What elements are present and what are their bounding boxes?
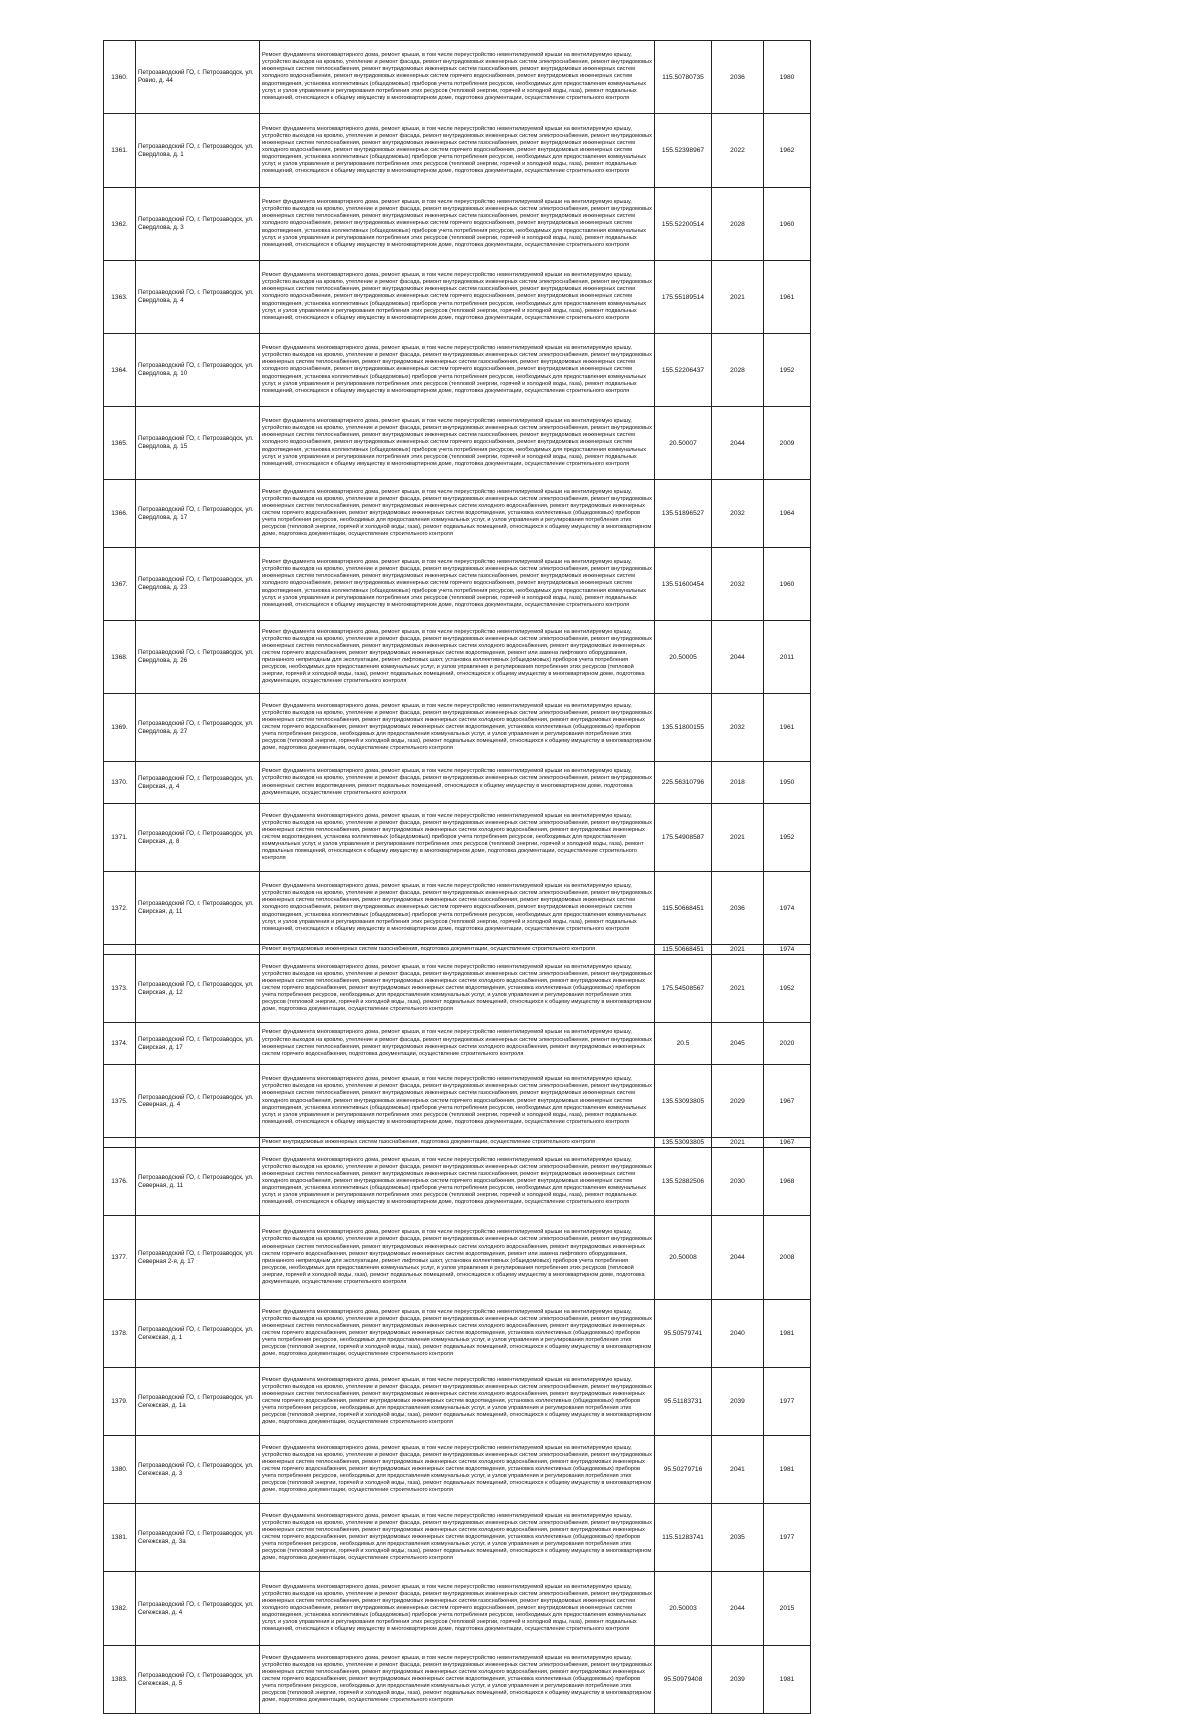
cost-cell: 20.50008 [655,1216,712,1300]
built-year-cell: 1968 [764,1148,811,1216]
address-cell: Петрозаводский ГО, г. Петрозаводск, ул. Свирская, д. 11 [136,872,260,945]
built-year-cell: 1977 [764,1504,811,1572]
built-year-cell: 1950 [764,762,811,804]
planned-year-cell: 2028 [712,334,764,407]
works-cell [260,548,655,621]
row-number: 1365. [104,407,136,480]
planned-year-cell: 2032 [712,694,764,762]
planned-year-cell: 2029 [712,1065,764,1138]
planned-year-cell: 2028 [712,188,764,261]
table-row [104,1646,811,1714]
row-number: 1360. [104,41,136,114]
table-row [104,1436,811,1504]
planned-year-cell: 2032 [712,480,764,548]
address-cell: Петрозаводский ГО, г. Петрозаводск, ул. Сегежская, д. 5 [136,1646,260,1714]
works-text: Ремонт фундамента многоквартирного дома, ремонт крыши, в том числе переустройство невентилируемой крыши на вентилируемую крышу, устройство выходов на кровлю, утепление и ремонт фасада, ремонт внутридомовых инженерных систем электроснабжения, ремонт внутридомовых инженерных систем теплоснабжения, ремонт внутридомовых инженерных систем холодного водоснабжения, ремонт внутридомовых инженерных систем горячего водоснабжения, ремонт внутридомовых инженерных систем водоотведения, установка коллективных (общедомовых) приборов учета потребления ресурсов, необходимых для предоставления коммунальных услуг, и узлов управления и регулирования потребления этих ресурсов (тепловой энергии, горячей и холодной воды, газа), ремонт подвальных помещений, относящихся к общему имуществу в многоквартирном доме, подготовка документации, осуществление строительного контроля [262,702,652,752]
address-cell: Петрозаводский ГО, г. Петрозаводск, ул. Сегежская, д. 4 [136,1572,260,1646]
planned-year-cell: 2039 [712,1646,764,1714]
planned-year-cell: 2040 [712,1300,764,1368]
row-number: 1377. [104,1216,136,1300]
planned-year-cell: 2044 [712,1216,764,1300]
built-year-cell: 1962 [764,114,811,188]
planned-year-cell: 2045 [712,1023,764,1065]
row-number: 1381. [104,1504,136,1572]
works-cell [260,1023,655,1065]
works-cell [260,1065,655,1138]
works-text: Ремонт фундамента многоквартирного дома, ремонт крыши, в том числе переустройство невентилируемой крыши на вентилируемую крышу, устройство выходов на кровлю, утепление и ремонт фасада, ремонт внутридомовых инженерных систем электроснабжения, ремонт внутридомовых инженерных систем теплоснабжения, ремонт внутридомовых инженерных систем холодного водоснабжения, ремонт внутридомовых инженерных систем горячего водоснабжения, подготовка документации, осуществление строительного контроля [262,1029,652,1057]
row-number: 1361. [104,114,136,188]
table-row [104,1138,811,1148]
planned-year-cell: 2039 [712,1368,764,1436]
address-cell: Петрозаводский ГО, г. Петрозаводск, ул. Свирская, д. 12 [136,955,260,1023]
built-year-cell: 2020 [764,1023,811,1065]
table-row [104,694,811,762]
built-year-cell: 1961 [764,261,811,334]
address-cell: Петрозаводский ГО, г. Петрозаводск, ул. Северная, д. 4 [136,1065,260,1138]
planned-year-cell: 2030 [712,1148,764,1216]
cost-cell: 95.50979408 [655,1646,712,1714]
row-number: 1362. [104,188,136,261]
works-cell [260,762,655,804]
row-number: 1374. [104,1023,136,1065]
works-text: Ремонт фундамента многоквартирного дома, ремонт крыши, в том числе переустройство невентилируемой крыши на вентилируемую крышу, устройство выходов на кровлю, утепление и ремонт фасада, ремонт внутридомовых инженерных систем электроснабжения, ремонт внутридомовых инженерных систем теплоснабжения, ремонт внутридомовых инженерных систем холодного водоснабжения, ремонт внутридомовых инженерных систем водоотведения, установка коллективных (общедомовых) приборов учета потребления ресурсов, необходимых для предоставления коммунальных услуг, и узлов управления и регулирования потребления этих ресурсов (тепловой энергии, горячей и холодной воды, газа), ремонт подвальных помещений, относящихся к общему имуществу в многоквартирном доме, подготовка документации, осуществление строительного контроля [262,812,652,862]
row-number: 1366. [104,480,136,548]
cost-cell: 135.51896527 [655,480,712,548]
planned-year-cell: 2021 [712,945,764,955]
built-year-cell: 1961 [764,694,811,762]
built-year-cell: 1952 [764,334,811,407]
table-row [104,621,811,694]
built-year-cell: 1981 [764,1436,811,1504]
works-text: Ремонт фундамента многоквартирного дома, ремонт крыши, в том числе переустройство невентилируемой крыши на вентилируемую крышу, устройство выходов на кровлю, утепление и ремонт фасада, ремонт внутридомовых инженерных систем электроснабжения, ремонт внутридомовых инженерных систем теплоснабжения, ремонт внутридомовых инженерных систем холодного водоснабжения, ремонт внутридомовых инженерных систем горячего водоснабжения, ремонт внутридомовых инженерных систем водоотведения, ремонт или замена лифтового оборудования, признанного непригодным для эксплуатации, ремонт лифтовых шахт, установка коллективных (общедомовых) приборов учета потребления ресурсов, необходимых для предоставления коммунальных услуг, и узлов управления и регулирования потребления этих ресурсов (тепловой энергии, горячей и холодной воды, газа), ремонт подвальных помещений, относящихся к общему имуществу в многоквартирном доме, подготовка документации, осуществление строительного контроля [262,1229,652,1285]
address-cell: Петрозаводский ГО, г. Петрозаводск, ул. Северная 2-я, д. 17 [136,1216,260,1300]
works-cell [260,945,655,955]
row-number: 1372. [104,872,136,945]
planned-year-cell: 2035 [712,1504,764,1572]
works-text: Ремонт фундамента многоквартирного дома, ремонт крыши, в том числе переустройство невентилируемой крыши на вентилируемую крышу, устройство выходов на кровлю, утепление и ремонт фасада, ремонт внутридомовых инженерных систем электроснабжения, ремонт внутридомовых инженерных систем теплоснабжения, ремонт внутридомовых инженерных систем холодного водоснабжения, ремонт внутридомовых инженерных систем горячего водоснабжения, ремонт внутридомовых инженерных систем водоотведения, установка коллективных (общедомовых) приборов учета потребления ресурсов, необходимых для предоставления коммунальных услуг, и узлов управления и регулирования потребления этих ресурсов (тепловой энергии, горячей и холодной воды, газа), ремонт подвальных помещений, относящихся к общему имуществу в многоквартирном доме, подготовка документации, осуществление строительного контроля [262,1376,652,1426]
row-number [104,1138,136,1148]
works-cell [260,955,655,1023]
table-row [104,1300,811,1368]
row-number: 1367. [104,548,136,621]
document-page [103,40,810,1714]
address-cell: Петрозаводский ГО, г. Петрозаводск, ул. Свердлова, д. 23 [136,548,260,621]
works-cell [260,1368,655,1436]
table-row [104,1065,811,1138]
works-text: Ремонт фундамента многоквартирного дома, ремонт крыши, в том числе переустройство невентилируемой крыши на вентилируемую крышу, устройство выходов на кровлю, утепление и ремонт фасада, ремонт внутридомовых инженерных систем электроснабжения, ремонт внутридомовых инженерных систем теплоснабжения, ремонт внутридомовых инженерных систем холодного водоснабжения, ремонт внутридомовых инженерных систем горячего водоснабжения, ремонт внутридомовых инженерных систем водоотведения, установка коллективных (общедомовых) приборов учета потребления ресурсов, необходимых для предоставления коммунальных услуг, и узлов управления и регулирования потребления этих ресурсов (тепловой энергии, горячей и холодной воды, газа), ремонт подвальных помещений, относящихся к общему имуществу в многоквартирном доме, подготовка документации, осуществление строительного контроля [262,488,652,538]
works-cell [260,694,655,762]
works-cell [260,41,655,114]
table-row [104,548,811,621]
built-year-cell: 1967 [764,1065,811,1138]
planned-year-cell: 2018 [712,762,764,804]
planned-year-cell: 2022 [712,114,764,188]
cost-cell: 175.54508567 [655,955,712,1023]
planned-year-cell: 2044 [712,621,764,694]
works-cell [260,804,655,872]
table-row [104,804,811,872]
cost-cell: 20.50003 [655,1572,712,1646]
works-cell [260,188,655,261]
row-number [104,945,136,955]
built-year-cell: 1952 [764,804,811,872]
planned-year-cell: 2021 [712,261,764,334]
built-year-cell: 2008 [764,1216,811,1300]
table-row [104,261,811,334]
row-number: 1363. [104,261,136,334]
built-year-cell: 2011 [764,621,811,694]
table-row [104,762,811,804]
table-row [104,114,811,188]
planned-year-cell: 2021 [712,1138,764,1148]
works-text: Ремонт внутридомовых инженерных систем газоснабжения, подготовка документации, осуществление строительного контроля [262,946,595,952]
row-number: 1376. [104,1148,136,1216]
table-row [104,480,811,548]
built-year-cell: 1981 [764,1300,811,1368]
table-row [104,407,811,480]
built-year-cell: 1974 [764,945,811,955]
address-cell [136,1138,260,1148]
built-year-cell: 1974 [764,872,811,945]
planned-year-cell: 2044 [712,407,764,480]
built-year-cell: 2009 [764,407,811,480]
address-cell: Петрозаводский ГО, г. Петрозаводск, ул. Свердлова, д. 26 [136,621,260,694]
address-cell: Петрозаводский ГО, г. Петрозаводск, ул. Сегежская, д. 3а [136,1504,260,1572]
address-cell: Петрозаводский ГО, г. Петрозаводск, ул. Свердлова, д. 4 [136,261,260,334]
cost-cell: 135.52882506 [655,1148,712,1216]
cost-cell: 135.51600454 [655,548,712,621]
table-row [104,1216,811,1300]
works-text: Ремонт фундамента многоквартирного дома, ремонт крыши, в том числе переустройство невентилируемой крыши на вентилируемую крышу, устройство выходов на кровлю, утепление и ремонт фасада, ремонт внутридомовых инженерных систем электроснабжения, ремонт внутридомовых инженерных систем теплоснабжения, ремонт внутридомовых инженерных систем газоснабжения, ремонт внутридомовых инженерных систем холодного водоснабжения, ремонт внутридомовых инженерных систем горячего водоснабжения, ремонт внутридомовых инженерных систем водоотведения, установка коллективных (общедомовых) приборов учета потребления ресурсов, необходимых для предоставления коммунальных услуг, и узлов управления и регулирования потребления этих ресурсов (тепловой энергии, горячей и холодной воды, газа), ремонт подвальных помещений, относящихся к общему имуществу в многоквартирном доме, подготовка документации, осуществление строительного контроля [262,1076,652,1125]
works-text: Ремонт фундамента многоквартирного дома, ремонт крыши, в том числе переустройство невентилируемой крыши на вентилируемую крышу, устройство выходов на кровлю, утепление и ремонт фасада, ремонт внутридомовых инженерных систем электроснабжения, ремонт внутридомовых инженерных систем теплоснабжения, ремонт внутридомовых инженерных систем газоснабжения, ремонт внутридомовых инженерных систем холодного водоснабжения, ремонт внутридомовых инженерных систем горячего водоснабжения, ремонт внутридомовых инженерных систем водоотведения, установка коллективных (общедомовых) приборов учета потребления ресурсов, необходимых для предоставления коммунальных услуг, и узлов управления и регулирования потребления этих ресурсов (тепловой энергии, горячей и холодной воды, газа), ремонт подвальных помещений, относящихся к общему имуществу в многоквартирном доме, подготовка документации, осуществление строительного контроля [262,1583,652,1633]
planned-year-cell: 2036 [712,41,764,114]
works-text: Ремонт внутридомовых инженерных систем газоснабжения, подготовка документации, осуществление строительного контроля [262,1139,595,1146]
cost-cell: 95.50279716 [655,1436,712,1504]
address-cell [136,945,260,955]
table-row [104,1368,811,1436]
works-text: Ремонт фундамента многоквартирного дома, ремонт крыши, в том числе переустройство невентилируемой крыши на вентилируемую крышу, устройство выходов на кровлю, утепление и ремонт фасада, ремонт внутридомовых инженерных систем электроснабжения, ремонт внутридомовых инженерных систем теплоснабжения, ремонт внутридомовых инженерных систем газоснабжения, ремонт внутридомовых инженерных систем холодного водоснабжения, ремонт внутридомовых инженерных систем горячего водоснабжения, ремонт внутридомовых инженерных систем водоотведения, установка коллективных (общедомовых) приборов учета потребления ресурсов, необходимых для предоставления коммунальных услуг, и узлов управления и регулирования потребления этих ресурсов (тепловой энергии, горячей и холодной воды, газа), ремонт подвальных помещений, относящихся к общему имуществу в многоквартирном доме, подготовка документации, осуществление строительного контроля [262,345,652,394]
address-cell: Петрозаводский ГО, г. Петрозаводск, ул. Свердлова, д. 3 [136,188,260,261]
row-number: 1382. [104,1572,136,1646]
works-text: Ремонт фундамента многоквартирного дома, ремонт крыши, в том числе переустройство невентилируемой крыши на вентилируемую крышу, устройство выходов на кровлю, утепление и ремонт фасада, ремонт внутридомовых инженерных систем электроснабжения, ремонт внутридомовых инженерных систем водоотведения, ремонт подвальных помещений, относящихся к общему имуществу в многоквартирном доме, подготовка документации, осуществление строительного контроля [262,768,652,796]
cost-cell: 135.53093805 [655,1138,712,1148]
row-number: 1379. [104,1368,136,1436]
works-text: Ремонт фундамента многоквартирного дома, ремонт крыши, в том числе переустройство невентилируемой крыши на вентилируемую крышу, устройство выходов на кровлю, утепление и ремонт фасада, ремонт внутридомовых инженерных систем электроснабжения, ремонт внутридомовых инженерных систем теплоснабжения, ремонт внутридомовых инженерных систем газоснабжения, ремонт внутридомовых инженерных систем холодного водоснабжения, ремонт внутридомовых инженерных систем горячего водоснабжения, ремонт внутридомовых инженерных систем водоотведения, установка коллективных (общедомовых) приборов учета потребления ресурсов, необходимых для предоставления коммунальных услуг, и узлов управления и регулирования потребления этих ресурсов (тепловой энергии, горячей и холодной воды, газа), ремонт подвальных помещений, относящихся к общему имуществу в многоквартирном доме, подготовка документации, осуществление строительного контроля [262,125,652,175]
table-row [104,1148,811,1216]
planned-year-cell: 2032 [712,548,764,621]
cost-cell: 115.50668451 [655,872,712,945]
capital-repair-table [103,40,811,1714]
works-cell [260,1148,655,1216]
works-cell [260,1436,655,1504]
cost-cell: 175.55189514 [655,261,712,334]
works-text: Ремонт фундамента многоквартирного дома, ремонт крыши, в том числе переустройство невентилируемой крыши на вентилируемую крышу, устройство выходов на кровлю, утепление и ремонт фасада, ремонт внутридомовых инженерных систем электроснабжения, ремонт внутридомовых инженерных систем теплоснабжения, ремонт внутридомовых инженерных систем газоснабжения, ремонт внутридомовых инженерных систем холодного водоснабжения, ремонт внутридомовых инженерных систем горячего водоснабжения, ремонт внутридомовых инженерных систем водоотведения, установка коллективных (общедомовых) приборов учета потребления ресурсов, необходимых для предоставления коммунальных услуг, и узлов управления и регулирования потребления этих ресурсов (тепловой энергии, горячей и холодной воды, газа), ремонт подвальных помещений, относящихся к общему имуществу в многоквартирном доме, подготовка документации, осуществление строительного контроля [262,883,652,932]
works-cell [260,1646,655,1714]
row-number: 1370. [104,762,136,804]
built-year-cell: 2015 [764,1572,811,1646]
works-text: Ремонт фундамента многоквартирного дома, ремонт крыши, в том числе переустройство невентилируемой крыши на вентилируемую крышу, устройство выходов на кровлю, утепление и ремонт фасада, ремонт внутридомовых инженерных систем электроснабжения, ремонт внутридомовых инженерных систем теплоснабжения, ремонт внутридомовых инженерных систем холодного водоснабжения, ремонт внутридомовых инженерных систем горячего водоснабжения, ремонт внутридомовых инженерных систем водоотведения, установка коллективных (общедомовых) приборов учета потребления ресурсов, необходимых для предоставления коммунальных услуг, и узлов управления и регулирования потребления этих ресурсов (тепловой энергии, горячей и холодной воды, газа), ремонт подвальных помещений, относящихся к общему имуществу в многоквартирном доме, подготовка документации, осуществление строительного контроля [262,1654,652,1704]
cost-cell: 20.50005 [655,621,712,694]
planned-year-cell: 2036 [712,872,764,945]
works-cell [260,261,655,334]
planned-year-cell: 2044 [712,1572,764,1646]
works-text: Ремонт фундамента многоквартирного дома, ремонт крыши, в том числе переустройство невентилируемой крыши на вентилируемую крышу, устройство выходов на кровлю, утепление и ремонт фасада, ремонт внутридомовых инженерных систем электроснабжения, ремонт внутридомовых инженерных систем теплоснабжения, ремонт внутридомовых инженерных систем газоснабжения, ремонт внутридомовых инженерных систем холодного водоснабжения, ремонт внутридомовых инженерных систем горячего водоснабжения, ремонт внутридомовых инженерных систем водоотведения, установка коллективных (общедомовых) приборов учета потребления ресурсов, необходимых для предоставления коммунальных услуг, и узлов управления и регулирования потребления этих ресурсов (тепловой энергии, горячей и холодной воды, газа), ремонт подвальных помещений, относящихся к общему имуществу в многоквартирном доме, подготовка документации, осуществление строительного контроля [262,272,652,321]
address-cell: Петрозаводский ГО, г. Петрозаводск, ул. Сегежская, д. 1 [136,1300,260,1368]
built-year-cell: 1960 [764,188,811,261]
row-number: 1371. [104,804,136,872]
cost-cell: 135.53093805 [655,1065,712,1138]
built-year-cell: 1952 [764,955,811,1023]
works-cell [260,114,655,188]
table-body [104,41,811,1714]
works-cell [260,1138,655,1148]
works-cell [260,334,655,407]
planned-year-cell: 2021 [712,955,764,1023]
works-text: Ремонт фундамента многоквартирного дома, ремонт крыши, в том числе переустройство невентилируемой крыши на вентилируемую крышу, устройство выходов на кровлю, утепление и ремонт фасада, ремонт внутридомовых инженерных систем электроснабжения, ремонт внутридомовых инженерных систем теплоснабжения, ремонт внутридомовых инженерных систем газоснабжения, ремонт внутридомовых инженерных систем холодного водоснабжения, ремонт внутридомовых инженерных систем горячего водоснабжения, ремонт внутридомовых инженерных систем водоотведения, установка коллективных (общедомовых) приборов учета потребления ресурсов, необходимых для предоставления коммунальных услуг, и узлов управления и регулирования потребления этих ресурсов (тепловой энергии, горячей и холодной воды, газа), ремонт подвальных помещений, относящихся к общему имуществу в многоквартирном доме, подготовка документации, осуществление строительного контроля [262,418,652,467]
cost-cell: 155.52398967 [655,114,712,188]
address-cell: Петрозаводский ГО, г. Петрозаводск, ул. Ровио, д. 44 [136,41,260,114]
table-row [104,945,811,955]
cost-cell: 115.50668451 [655,945,712,955]
row-number: 1378. [104,1300,136,1368]
table-row [104,1572,811,1646]
works-text: Ремонт фундамента многоквартирного дома, ремонт крыши, в том числе переустройство невентилируемой крыши на вентилируемую крышу, устройство выходов на кровлю, утепление и ремонт фасада, ремонт внутридомовых инженерных систем электроснабжения, ремонт внутридомовых инженерных систем теплоснабжения, ремонт внутридомовых инженерных систем холодного водоснабжения, ремонт внутридомовых инженерных систем горячего водоснабжения, ремонт внутридомовых инженерных систем водоотведения, установка коллективных (общедомовых) приборов учета потребления ресурсов, необходимых для предоставления коммунальных услуг, и узлов управления и регулирования потребления этих ресурсов (тепловой энергии, горячей и холодной воды, газа), ремонт подвальных помещений, относящихся к общему имуществу в многоквартирном доме, подготовка документации, осуществление строительного контроля [262,1512,652,1562]
works-text: Ремонт фундамента многоквартирного дома, ремонт крыши, в том числе переустройство невентилируемой крыши на вентилируемую крышу, устройство выходов на кровлю, утепление и ремонт фасада, ремонт внутридомовых инженерных систем электроснабжения, ремонт внутридомовых инженерных систем теплоснабжения, ремонт внутридомовых инженерных систем газоснабжения, ремонт внутридомовых инженерных систем холодного водоснабжения, ремонт внутридомовых инженерных систем горячего водоснабжения, ремонт внутридомовых инженерных систем водоотведения, установка коллективных (общедомовых) приборов учета потребления ресурсов, необходимых для предоставления коммунальных услуг, и узлов управления и регулирования потребления этих ресурсов (тепловой энергии, горячей и холодной воды, газа), ремонт подвальных помещений, относящихся к общему имуществу в многоквартирном доме, подготовка документации, осуществление строительного контроля [262,52,652,101]
address-cell: Петрозаводский ГО, г. Петрозаводск, ул. Свердлова, д. 17 [136,480,260,548]
works-cell [260,1572,655,1646]
row-number: 1368. [104,621,136,694]
address-cell: Петрозаводский ГО, г. Петрозаводск, ул. Сегежская, д. 3 [136,1436,260,1504]
cost-cell: 115.51283741 [655,1504,712,1572]
address-cell: Петрозаводский ГО, г. Петрозаводск, ул. Свердлова, д. 15 [136,407,260,480]
cost-cell: 20.5 [655,1023,712,1065]
address-cell: Петрозаводский ГО, г. Петрозаводск, ул. Свердлова, д. 27 [136,694,260,762]
table-row [104,872,811,945]
built-year-cell: 1967 [764,1138,811,1148]
works-cell [260,480,655,548]
address-cell: Петрозаводский ГО, г. Петрозаводск, ул. Свирская, д. 4 [136,762,260,804]
built-year-cell: 1981 [764,1646,811,1714]
address-cell: Петрозаводский ГО, г. Петрозаводск, ул. Свердлова, д. 10 [136,334,260,407]
address-cell: Петрозаводский ГО, г. Петрозаводск, ул. Свердлова, д. 1 [136,114,260,188]
row-number: 1375. [104,1065,136,1138]
row-number: 1369. [104,694,136,762]
table-row [104,41,811,114]
row-number: 1373. [104,955,136,1023]
works-text: Ремонт фундамента многоквартирного дома, ремонт крыши, в том числе переустройство невентилируемой крыши на вентилируемую крышу, устройство выходов на кровлю, утепление и ремонт фасада, ремонт внутридомовых инженерных систем электроснабжения, ремонт внутридомовых инженерных систем теплоснабжения, ремонт внутридомовых инженерных систем газоснабжения, ремонт внутридомовых инженерных систем холодного водоснабжения, ремонт внутридомовых инженерных систем горячего водоснабжения, ремонт внутридомовых инженерных систем водоотведения, установка коллективных (общедомовых) приборов учета потребления ресурсов, необходимых для предоставления коммунальных услуг, и узлов управления и регулирования потребления этих ресурсов (тепловой энергии, горячей и холодной воды, газа), ремонт подвальных помещений, относящихся к общему имуществу в многоквартирном доме, подготовка документации, осуществление строительного контроля [262,559,652,608]
table-row [104,1504,811,1572]
table-row [104,188,811,261]
works-cell [260,1504,655,1572]
works-cell [260,1300,655,1368]
row-number: 1364. [104,334,136,407]
table-row [104,1023,811,1065]
built-year-cell: 1960 [764,548,811,621]
works-text: Ремонт фундамента многоквартирного дома, ремонт крыши, в том числе переустройство невентилируемой крыши на вентилируемую крышу, устройство выходов на кровлю, утепление и ремонт фасада, ремонт внутридомовых инженерных систем электроснабжения, ремонт внутридомовых инженерных систем теплоснабжения, ремонт внутридомовых инженерных систем холодного водоснабжения, ремонт внутридомовых инженерных систем горячего водоснабжения, ремонт внутридомовых инженерных систем водоотведения, установка коллективных (общедомовых) приборов учета потребления ресурсов, необходимых для предоставления коммунальных услуг, и узлов управления и регулирования потребления этих ресурсов (тепловой энергии, горячей и холодной воды, газа), ремонт подвальных помещений, относящихся к общему имуществу в многоквартирном доме, подготовка документации, осуществление строительного контроля [262,963,652,1013]
works-text: Ремонт фундамента многоквартирного дома, ремонт крыши, в том числе переустройство невентилируемой крыши на вентилируемую крышу, устройство выходов на кровлю, утепление и ремонт фасада, ремонт внутридомовых инженерных систем электроснабжения, ремонт внутридомовых инженерных систем теплоснабжения, ремонт внутридомовых инженерных систем холодного водоснабжения, ремонт внутридомовых инженерных систем горячего водоснабжения, ремонт внутридомовых инженерных систем водоотведения, установка коллективных (общедомовых) приборов учета потребления ресурсов, необходимых для предоставления коммунальных услуг, и узлов управления и регулирования потребления этих ресурсов (тепловой энергии, горячей и холодной воды, газа), ремонт подвальных помещений, относящихся к общему имуществу в многоквартирном доме, подготовка документации, осуществление строительного контроля [262,1444,652,1494]
row-number: 1383. [104,1646,136,1714]
cost-cell: 20.50007 [655,407,712,480]
works-text: Ремонт фундамента многоквартирного дома, ремонт крыши, в том числе переустройство невентилируемой крыши на вентилируемую крышу, устройство выходов на кровлю, утепление и ремонт фасада, ремонт внутридомовых инженерных систем электроснабжения, ремонт внутридомовых инженерных систем теплоснабжения, ремонт внутридомовых инженерных систем газоснабжения, ремонт внутридомовых инженерных систем холодного водоснабжения, ремонт внутридомовых инженерных систем горячего водоснабжения, ремонт внутридомовых инженерных систем водоотведения, установка коллективных (общедомовых) приборов учета потребления ресурсов, необходимых для предоставления коммунальных услуг, и узлов управления и регулирования потребления этих ресурсов (тепловой энергии, горячей и холодной воды, газа), ремонт подвальных помещений, относящихся к общему имуществу в многоквартирном доме, подготовка документации, осуществление строительного контроля [262,1156,652,1206]
planned-year-cell: 2041 [712,1436,764,1504]
cost-cell: 135.51800155 [655,694,712,762]
built-year-cell: 1980 [764,41,811,114]
works-cell [260,621,655,694]
planned-year-cell: 2021 [712,804,764,872]
row-number: 1380. [104,1436,136,1504]
table-row [104,334,811,407]
built-year-cell: 1964 [764,480,811,548]
table-row [104,955,811,1023]
cost-cell: 155.52200514 [655,188,712,261]
works-cell [260,1216,655,1300]
cost-cell: 225.56310796 [655,762,712,804]
works-text: Ремонт фундамента многоквартирного дома, ремонт крыши, в том числе переустройство невентилируемой крыши на вентилируемую крышу, устройство выходов на кровлю, утепление и ремонт фасада, ремонт внутридомовых инженерных систем электроснабжения, ремонт внутридомовых инженерных систем теплоснабжения, ремонт внутридомовых инженерных систем холодного водоснабжения, ремонт внутридомовых инженерных систем горячего водоснабжения, ремонт внутридомовых инженерных систем водоотведения, установка коллективных (общедомовых) приборов учета потребления ресурсов, необходимых для предоставления коммунальных услуг, и узлов управления и регулирования потребления этих ресурсов (тепловой энергии, горячей и холодной воды, газа), ремонт подвальных помещений, относящихся к общему имуществу в многоквартирном доме, подготовка документации, осуществление строительного контроля [262,1308,652,1358]
address-cell: Петрозаводский ГО, г. Петрозаводск, ул. Свирская, д. 8 [136,804,260,872]
works-text: Ремонт фундамента многоквартирного дома, ремонт крыши, в том числе переустройство невентилируемой крыши на вентилируемую крышу, устройство выходов на кровлю, утепление и ремонт фасада, ремонт внутридомовых инженерных систем электроснабжения, ремонт внутридомовых инженерных систем теплоснабжения, ремонт внутридомовых инженерных систем холодного водоснабжения, ремонт внутридомовых инженерных систем горячего водоснабжения, ремонт внутридомовых инженерных систем водоотведения, ремонт или замена лифтового оборудования, признанного непригодным для эксплуатации, ремонт лифтовых шахт, установка коллективных (общедомовых) приборов учета потребления ресурсов, необходимых для предоставления коммунальных услуг, и узлов управления и регулирования потребления этих ресурсов (тепловой энергии, горячей и холодной воды, газа), ремонт подвальных помещений, относящихся к общему имуществу в многоквартирном доме, подготовка документации, осуществление строительного контроля [262,628,652,685]
address-cell: Петрозаводский ГО, г. Петрозаводск, ул. Сегежская, д. 1а [136,1368,260,1436]
built-year-cell: 1977 [764,1368,811,1436]
cost-cell: 95.50579741 [655,1300,712,1368]
cost-cell: 175.54908587 [655,804,712,872]
cost-cell: 95.51183731 [655,1368,712,1436]
cost-cell: 155.52206437 [655,334,712,407]
address-cell: Петрозаводский ГО, г. Петрозаводск, ул. Свирская, д. 17 [136,1023,260,1065]
works-cell [260,872,655,945]
works-text: Ремонт фундамента многоквартирного дома, ремонт крыши, в том числе переустройство невентилируемой крыши на вентилируемую крышу, устройство выходов на кровлю, утепление и ремонт фасада, ремонт внутридомовых инженерных систем электроснабжения, ремонт внутридомовых инженерных систем теплоснабжения, ремонт внутридомовых инженерных систем газоснабжения, ремонт внутридомовых инженерных систем холодного водоснабжения, ремонт внутридомовых инженерных систем горячего водоснабжения, ремонт внутридомовых инженерных систем водоотведения, установка коллективных (общедомовых) приборов учета потребления ресурсов, необходимых для предоставления коммунальных услуг, и узлов управления и регулирования потребления этих ресурсов (тепловой энергии, горячей и холодной воды, газа), ремонт подвальных помещений, относящихся к общему имуществу в многоквартирном доме, подготовка документации, осуществление строительного контроля [262,199,652,248]
works-cell [260,407,655,480]
cost-cell: 115.50780735 [655,41,712,114]
address-cell: Петрозаводский ГО, г. Петрозаводск, ул. Северная, д. 11 [136,1148,260,1216]
